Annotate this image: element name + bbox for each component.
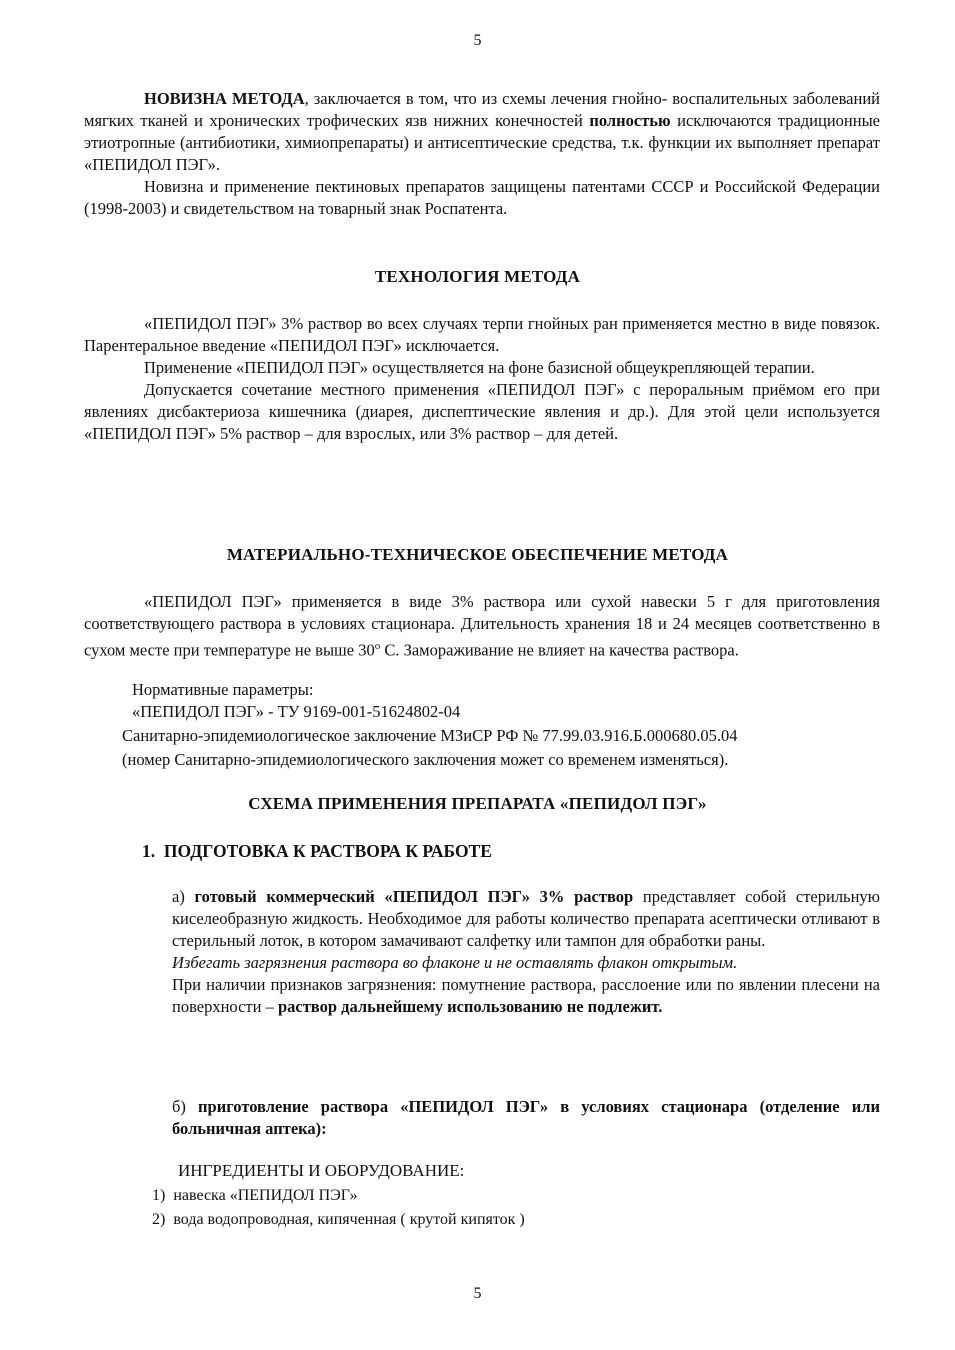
material-paragraph: «ПЕПИДОЛ ПЭГ» применяется в виде 3% раствора или сухой навески 5 г для приготовления соответствующего раствора в условиях стационара. Длительность хранения 18 и 24 месяцев соответственно в сухом месте при температуре не выше $30^о$ С. Замораживание не влияет на качества раствора. (84, 592, 880, 660)
technology-paragraph-2: Применение «ПЕПИДОЛ ПЭГ» осуществляется на фоне базисной общеукрепляющей терапии. (144, 358, 815, 377)
normative-tu: «ПЕПИДОЛ ПЭГ» - ТУ 9169-001-51624802-04 (132, 702, 461, 721)
ingredients-heading: ИНГРЕДИЕНТЫ И ОБОРУДОВАНИЕ: (178, 1161, 465, 1180)
page-number-bottom: 5 (473, 1285, 482, 1302)
list-item: 1) навеска «ПЕПИДОЛ ПЭГ» (152, 1187, 358, 1204)
novelty-paragraph: НОВИЗНА МЕТОДА, заключается в том, что из схемы лечения гнойно- воспалительных заболеваний мягких тканей и хронических трофических язв нижних конечностей полностью исключаются традиционные этиотропные (антибиотики, химиопрепараты) и антисептические средства, т.к. функции их выполняет препарат «ПЕПИДОЛ ПЭГ». (84, 89, 880, 174)
novelty-section (84, 88, 880, 220)
normative-sanitary: Санитарно-эпидемиологическое заключение МЗиСР РФ № 77.99.03.916.Б.000680.05.04 (122, 726, 738, 745)
contamination-warning: Избегать загрязнения раствора во флаконе и не оставлять флакон открытым. (172, 953, 738, 972)
scheme-heading: СХЕМА ПРИМЕНЕНИЯ ПРЕПАРАТА «ПЕПИДОЛ ПЭГ» (248, 794, 707, 813)
material-heading: МАТЕРИАЛЬНО-ТЕХНИЧЕСКОЕ ОБЕСПЕЧЕНИЕ МЕТОДА (226, 545, 729, 564)
novelty-heading: НОВИЗНА МЕТОДА (144, 89, 305, 108)
novelty-patents-paragraph: Новизна и применение пектиновых препаратов защищены патентами СССР и Российской Федерации (1998-2003) и свидетельством на товарный знак Роспатента. (84, 177, 880, 218)
material-section (84, 591, 880, 662)
subsection-a (172, 886, 880, 1018)
contamination-signs: При наличии признаков загрязнения: помутнение раствора, расслоение или по явлении плесени на поверхности – раствор дальнейшему использованию не подлежит. (172, 975, 880, 1016)
page-number-top: 5 (473, 32, 482, 49)
normative-note: (номер Санитарно-эпидемиологического заключения может со временем изменяться). (122, 750, 729, 769)
list-item: 2) вода водопроводная, кипяченная ( крутой кипяток ) (152, 1211, 525, 1228)
subsection-a-paragraph: а) готовый коммерческий «ПЕПИДОЛ ПЭГ» 3% раствор представляет собой стерильную киселеобразную жидкость. Необходимое для работы количество препарата асептически отливают в стерильный лоток, в котором замачивают салфетку или тампон для обработки раны. (172, 887, 880, 950)
technology-heading: ТЕХНОЛОГИЯ МЕТОДА (374, 267, 581, 286)
subsection-b: б) приготовление раствора «ПЕПИДОЛ ПЭГ» в условиях стационара (отделение или больничная аптека): (172, 1097, 880, 1138)
section-1-title: 1. ПОДГОТОВКА К РАСТВОРА К РАБОТЕ (142, 841, 492, 861)
technology-paragraph-1: «ПЕПИДОЛ ПЭГ» 3% раствор во всех случаях терпи гнойных ран применяется местно в виде повязок. Парентеральное введение «ПЕПИДОЛ ПЭГ» исключается. (84, 314, 880, 355)
technology-section (84, 313, 880, 445)
technology-paragraph-3: Допускается сочетание местного применения «ПЕПИДОЛ ПЭГ» с пероральным приёмом его при явлениях дисбактериоза кишечника (диарея, диспептические явления и др.). Для этой цели используется «ПЕПИДОЛ ПЭГ» 5% раствор – для взрослых, или 3% раствор – для детей. (84, 380, 880, 443)
normative-label: Нормативные параметры: (132, 680, 314, 699)
